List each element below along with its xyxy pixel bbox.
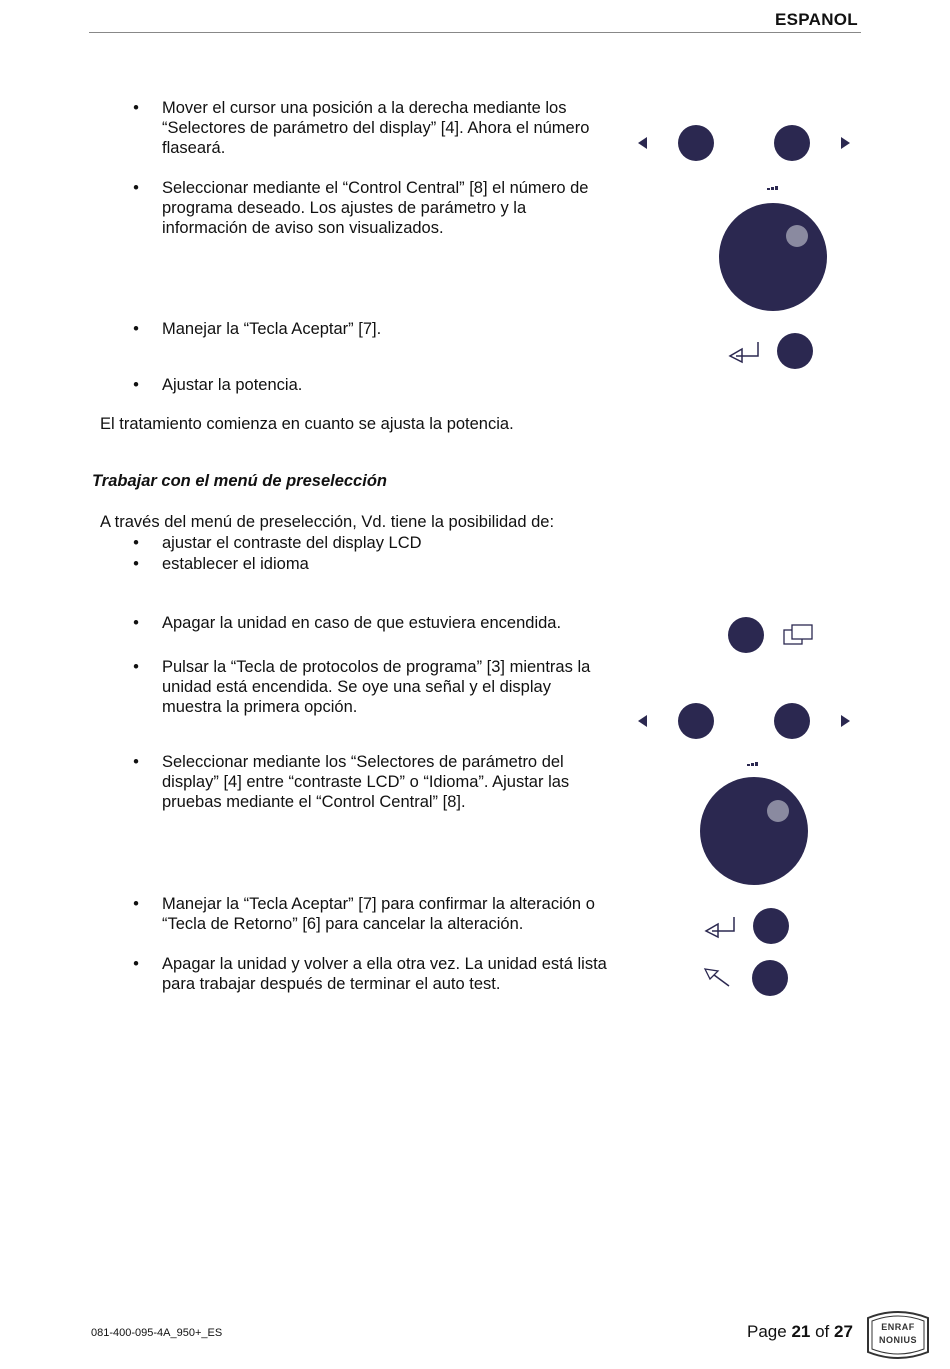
program-protocols-icon xyxy=(784,625,812,644)
bullet-dot: • xyxy=(133,895,139,913)
central-control-illustration xyxy=(719,186,827,311)
program-protocols-illustration xyxy=(728,617,812,653)
parameter-selectors-illustration xyxy=(638,125,850,161)
bullet-dot: • xyxy=(133,753,139,771)
selector-knob-right xyxy=(774,703,810,739)
bullet-dot: • xyxy=(133,955,139,973)
bullet-dot: • xyxy=(133,99,139,117)
signal-bars-icon xyxy=(747,762,758,766)
signal-bars-icon xyxy=(767,186,778,190)
bullet-dot: • xyxy=(133,320,139,338)
step-text: Manejar la “Tecla Aceptar” [7] para confirmar la alteración o “Tecla de Retorno” [6] para cancelar la alteración. xyxy=(162,895,595,933)
bullet-dot: • xyxy=(133,179,139,197)
enter-key-illustration-2 xyxy=(706,908,789,944)
central-knob xyxy=(719,203,827,311)
page-prefix: Page xyxy=(747,1322,792,1341)
step-text: Mover el cursor una posición a la derecha mediante los “Selectores de parámetro del display” [4]. Ahora el número flaseará. xyxy=(162,99,590,157)
return-button xyxy=(752,960,788,996)
step-text: Pulsar la “Tecla de protocolos de programa” [3] mientras la unidad está encendida. Se oye una señal y el display muestra la primera opción. xyxy=(162,658,591,716)
page-separator: of xyxy=(810,1322,834,1341)
treatment-note: El tratamiento comienza en cuanto se ajusta la potencia. xyxy=(100,415,514,433)
arrow-left-icon xyxy=(638,137,647,149)
central-control-illustration-2 xyxy=(700,762,808,885)
step-text: Ajustar la potencia. xyxy=(162,376,303,394)
step-text: Apagar la unidad en caso de que estuviera encendida. xyxy=(162,614,562,632)
step-text: Seleccionar mediante los “Selectores de parámetro del display” [4] entre “contraste LCD” o “Idioma”. Ajustar las pruebas mediante el “Control Central” [8]. xyxy=(162,753,570,811)
step-text: Manejar la “Tecla Aceptar” [7]. xyxy=(162,320,382,338)
knob-dimple xyxy=(786,225,808,247)
step-text: Apagar la unidad y volver a ella otra vez. La unidad está lista para trabajar después de terminar el auto test. xyxy=(162,955,607,993)
arrow-right-icon xyxy=(841,137,850,149)
step-text: Seleccionar mediante el “Control Central” [8] el número de programa deseado. Los ajustes de parámetro y la información de aviso son visualizados. xyxy=(162,179,589,237)
bullet-dot: • xyxy=(133,376,139,394)
enter-key-icon xyxy=(730,342,758,362)
selector-knob-right xyxy=(774,125,810,161)
header-language: ESPANOL xyxy=(774,10,858,29)
page-total: 27 xyxy=(833,1322,853,1341)
page-number xyxy=(747,1322,853,1342)
page-current: 21 xyxy=(791,1322,811,1341)
logo-line-2: NONIUS xyxy=(878,1335,917,1345)
bullet-dot: • xyxy=(133,555,139,573)
enter-key-icon xyxy=(706,917,734,937)
arrow-left-icon xyxy=(638,715,647,727)
protocols-button xyxy=(728,617,764,653)
enter-button xyxy=(777,333,813,369)
logo-line-1: ENRAF xyxy=(881,1322,915,1332)
arrow-right-icon xyxy=(841,715,850,727)
bullet-dot: • xyxy=(133,658,139,676)
parameter-selectors-illustration-2 xyxy=(638,703,850,739)
section-intro: A través del menú de preselección, Vd. tiene la posibilidad de: xyxy=(100,513,555,531)
enraf-nonius-logo-icon xyxy=(865,1308,931,1360)
document-code: 081-400-095-4A_950+_ES xyxy=(91,1327,223,1339)
option-text: establecer el idioma xyxy=(162,555,309,573)
return-key-illustration xyxy=(705,960,788,996)
section-title: Trabajar con el menú de preselección xyxy=(92,472,387,490)
bullet-dot: • xyxy=(133,534,139,552)
enter-key-illustration xyxy=(730,333,813,369)
logo-frame xyxy=(865,1308,931,1360)
enter-button xyxy=(753,908,789,944)
option-text: ajustar el contraste del display LCD xyxy=(162,534,422,552)
return-key-icon xyxy=(705,969,729,986)
selector-knob-left xyxy=(678,125,714,161)
knob-dimple xyxy=(767,800,789,822)
selector-knob-left xyxy=(678,703,714,739)
bullet-dot: • xyxy=(133,614,139,632)
central-knob xyxy=(700,777,808,885)
